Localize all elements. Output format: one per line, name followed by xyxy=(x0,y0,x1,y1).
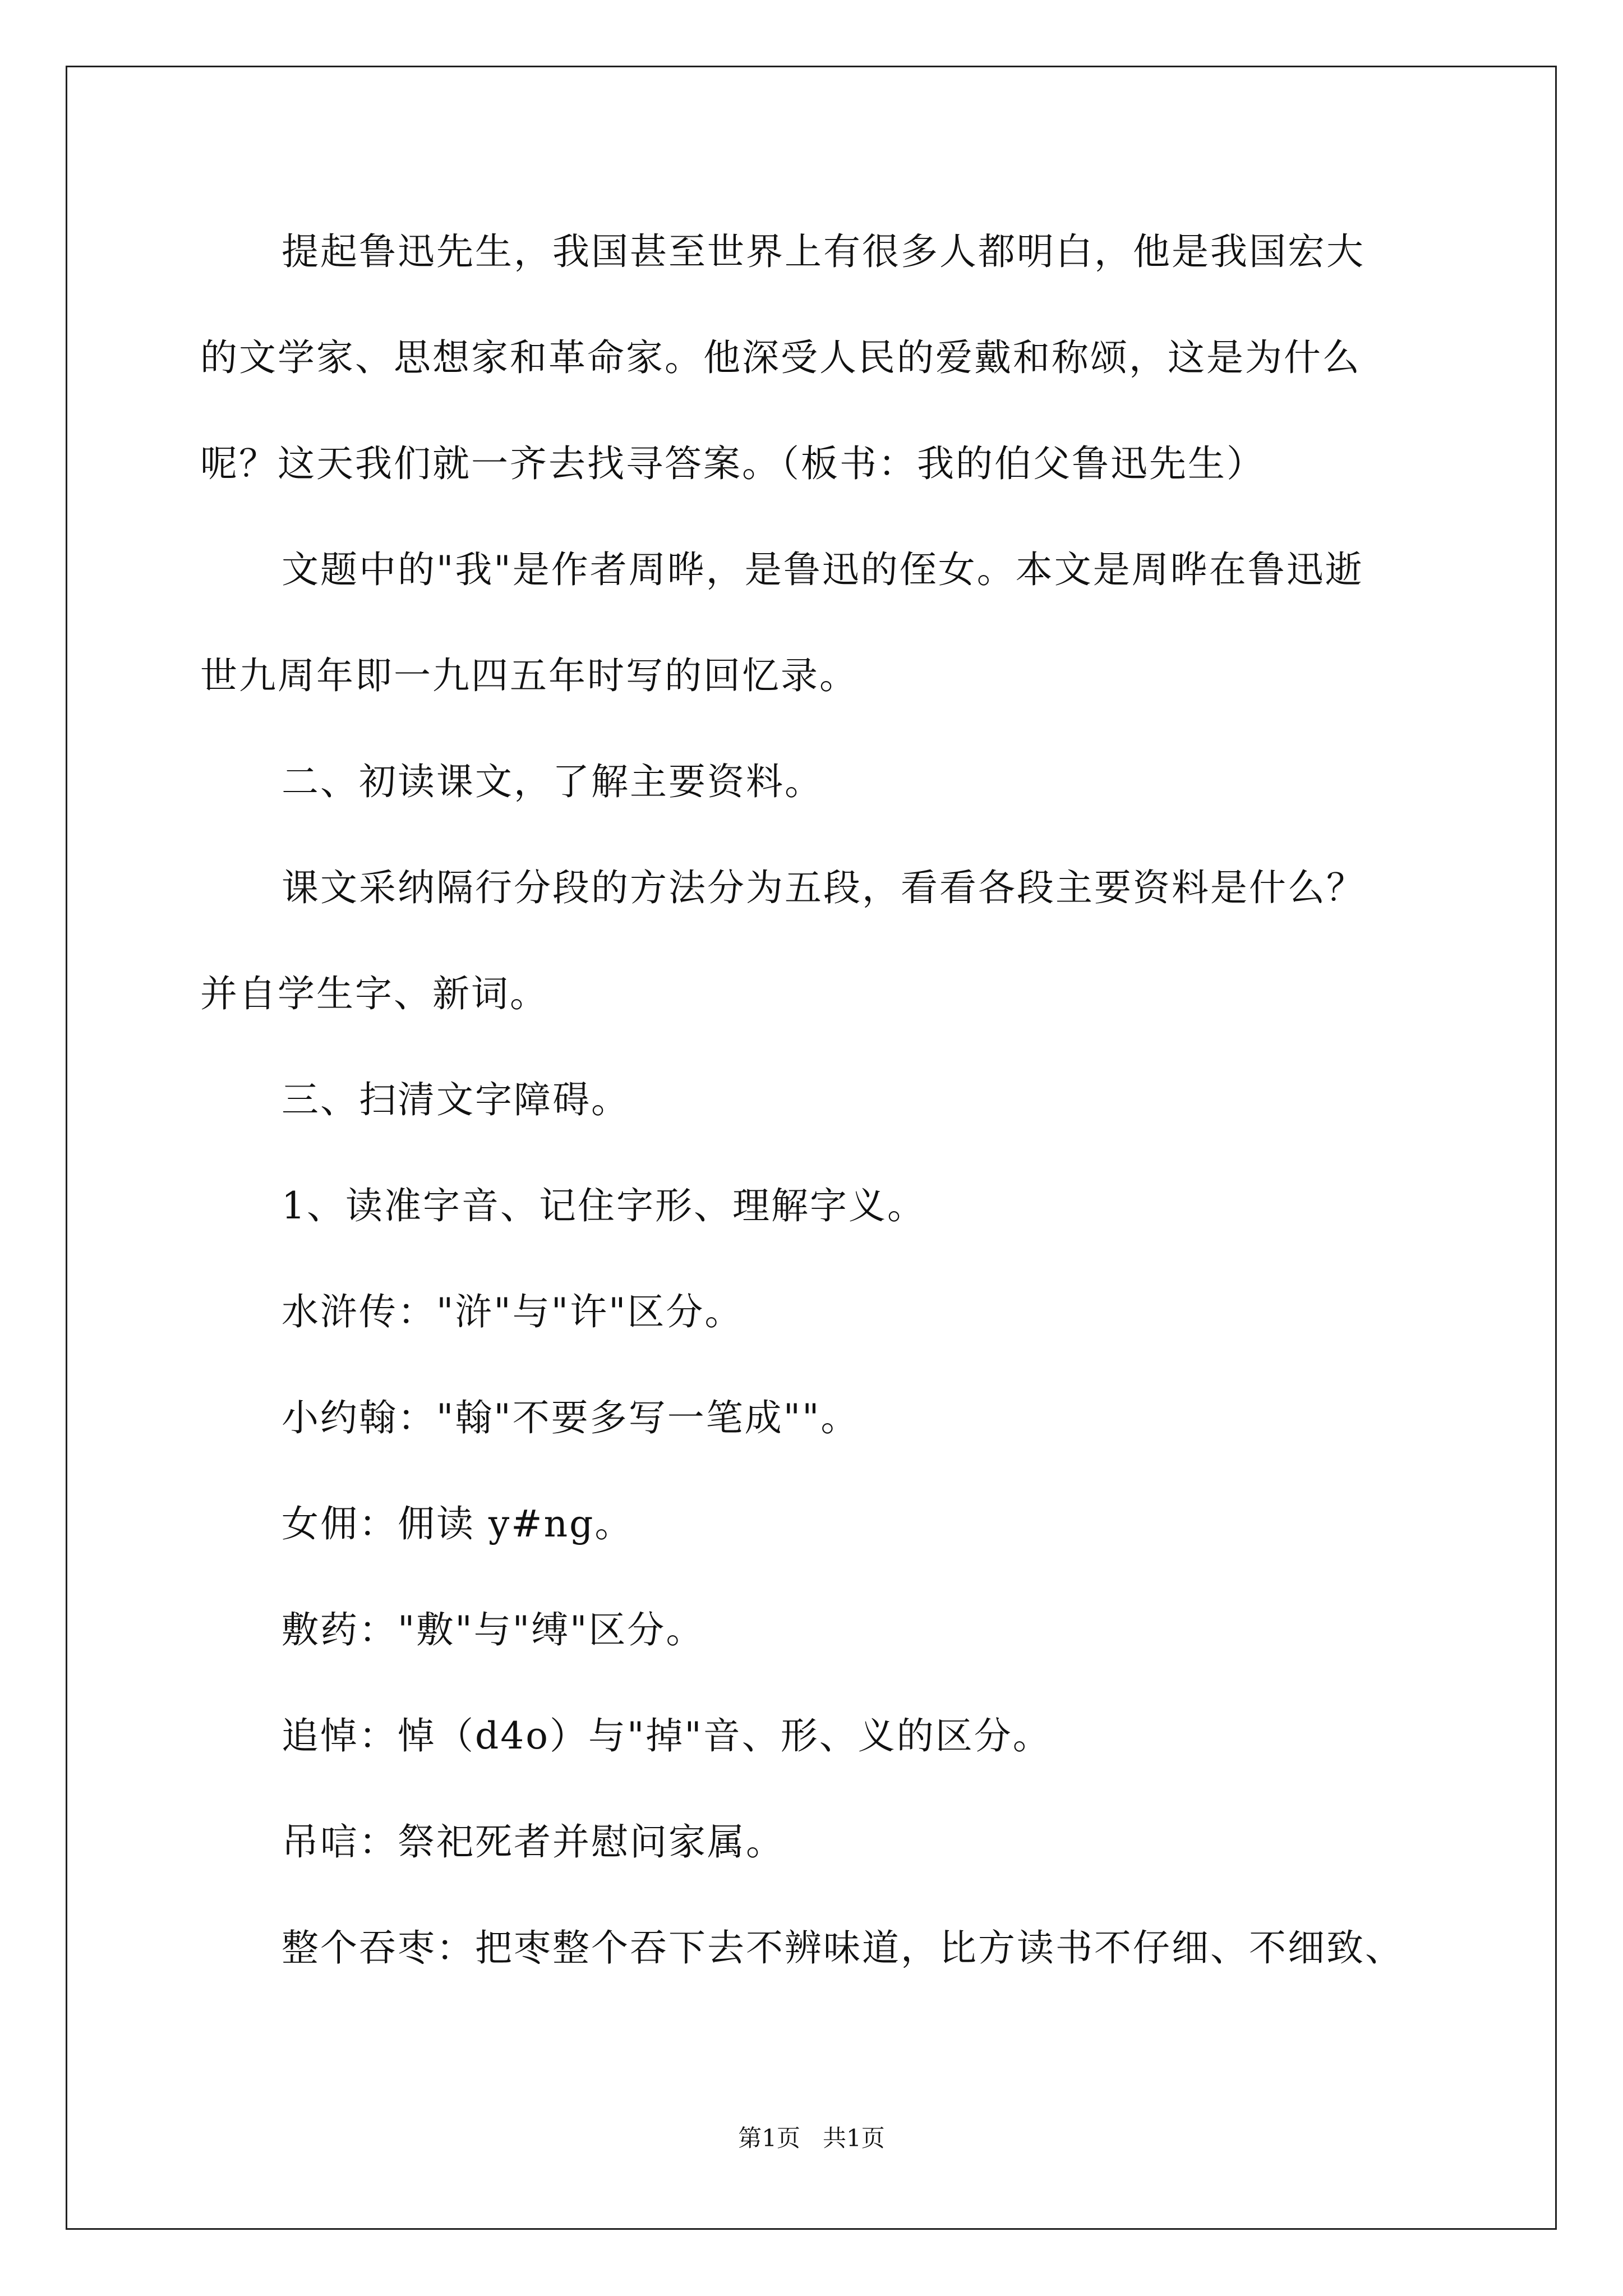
paragraph-line: 世九周年即一九四五年时写的回忆录。 xyxy=(200,654,858,697)
list-item: 整个吞枣：把枣整个吞下去不辨味道，比方读书不仔细、不细致、 xyxy=(282,1926,1404,1970)
list-item: 敷药："敷"与"缚"区分。 xyxy=(282,1608,705,1651)
page-border xyxy=(66,66,1557,2230)
list-item: 水浒传："浒"与"许"区分。 xyxy=(282,1290,744,1333)
list-item: 女佣：佣读 y#ng。 xyxy=(282,1502,634,1545)
paragraph-line: 课文采纳隔行分段的方法分为五段，看看各段主要资料是什么？ xyxy=(282,866,1365,909)
section-heading: 三、扫清文字障碍。 xyxy=(282,1078,630,1121)
paragraph-line: 并自学生字、新词。 xyxy=(200,972,548,1015)
list-item: 吊唁：祭祀死者并慰问家属。 xyxy=(282,1820,785,1864)
paragraph-line: 呢？这天我们就一齐去找寻答案。（板书：我的伯父鲁迅先生） xyxy=(200,442,1265,485)
section-heading: 二、初读课文，了解主要资料。 xyxy=(282,760,823,803)
page-footer: 第1页 共1页 xyxy=(738,2124,885,2152)
paragraph-line: 文题中的"我"是作者周晔，是鲁迅的侄女。本文是周晔在鲁迅逝 xyxy=(282,548,1364,591)
list-item: 1、读准字音、记住字形、理解字义。 xyxy=(282,1184,926,1227)
paragraph-line: 提起鲁迅先生，我国甚至世界上有很多人都明白，他是我国宏大 xyxy=(282,230,1365,273)
list-item: 追悼：悼（d4o）与"掉"音、形、义的区分。 xyxy=(282,1714,1052,1757)
list-item: 小约翰："翰"不要多写一笔成""。 xyxy=(282,1396,860,1439)
paragraph-line: 的文学家、思想家和革命家。他深受人民的爱戴和称颂，这是为什么 xyxy=(200,336,1361,379)
